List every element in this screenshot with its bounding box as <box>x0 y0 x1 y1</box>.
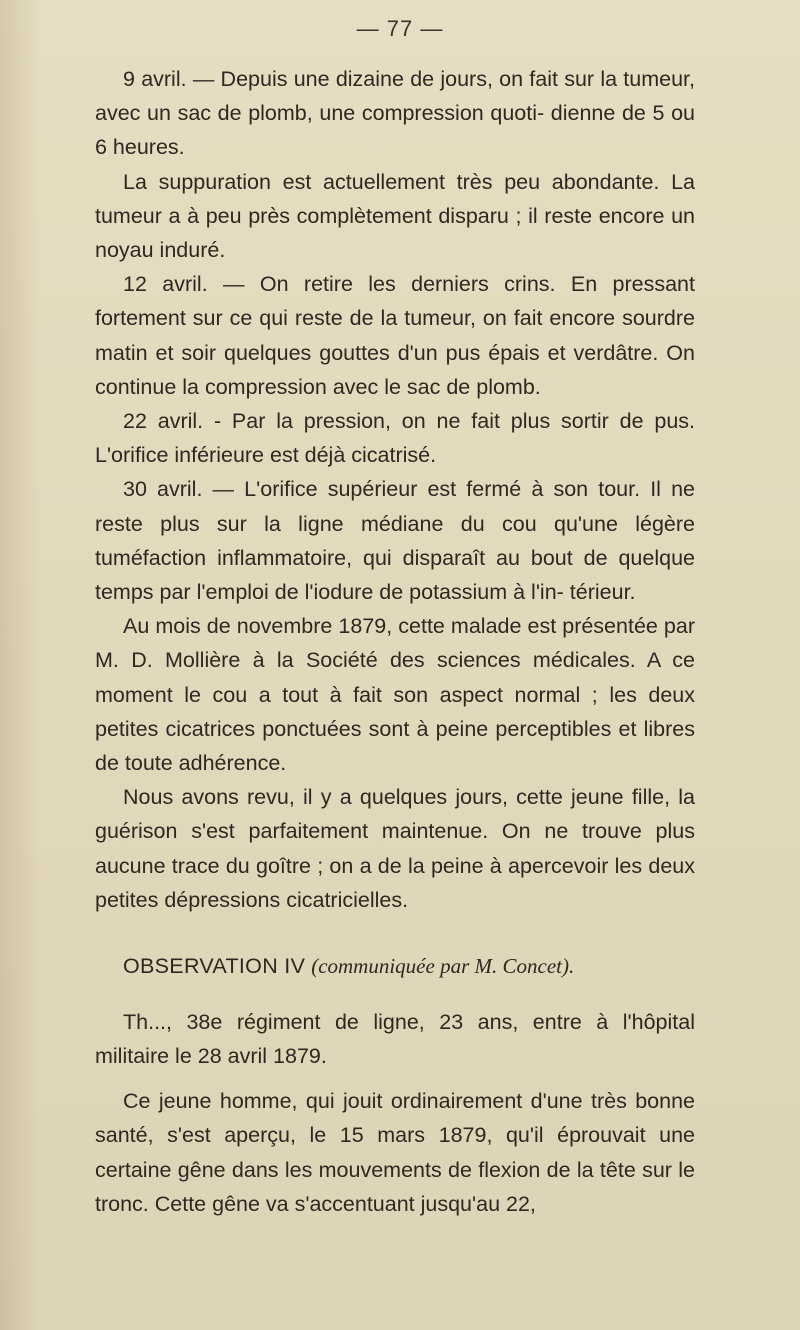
observation-attribution: (communiquée par M. Concet). <box>311 954 575 979</box>
page-body <box>95 62 695 1222</box>
observation-heading <box>95 951 695 981</box>
observation-title: OBSERVATION IV <box>123 954 306 979</box>
paragraph-30-avril: 30 avril. — L'orifice supérieur est fermé à son tour. Il ne reste plus sur la ligne médiane du cou qu'une légère tuméfaction inflammatoire, qui disparaît au bout de quelque temps par l'emploi de l'iodure de potassium à l'in- térieur. <box>95 477 695 605</box>
paragraph-patient-intro: Th..., 38e régiment de ligne, 23 ans, entre à l'hôpital militaire le 28 avril 1879. <box>95 1010 695 1069</box>
paragraph-novembre-1879: Au mois de novembre 1879, cette malade est présentée par M. D. Mollière à la Société des sciences médicales. A ce moment le cou a tout à fait son aspect normal ; les deux petites cicatrices ponctuées sont à peine perceptibles et libres de toute adhérence. <box>95 614 695 776</box>
paragraph-suppuration: La suppuration est actuellement très peu abondante. La tumeur a à peu près complètement disparu ; il reste encore un noyau induré. <box>95 169 695 263</box>
paragraph-revu: Nous avons revu, il y a quelques jours, cette jeune fille, la guérison s'est parfaitement maintenue. On ne trouve plus aucune trace du goître ; on a de la peine à apercevoir les deux petites dépressions cicatricielles. <box>95 785 695 912</box>
paragraph-22-avril: 22 avril. - Par la pression, on ne fait plus sortir de pus. L'orifice inférieure est déjà cicatrisé. <box>95 409 695 468</box>
page-number: — 77 — <box>356 16 444 41</box>
paragraph-9-avril: 9 avril. — Depuis une dizaine de jours, on fait sur la tumeur, avec un sac de plomb, une compression quoti- dienne de 5 ou 6 heures. <box>95 67 695 160</box>
paragraph-patient-history: Ce jeune homme, qui jouit ordinairement d'une très bonne santé, s'est aperçu, le 15 mars 1879, qu'il éprouvait une certaine gêne dans les mouvements de flexion de la tête sur le tronc. Cette gêne va s'accentuant jusqu'au 22, <box>95 1088 695 1217</box>
paragraph-12-avril: 12 avril. — On retire les derniers crins. En pressant fortement sur ce qui reste de la tumeur, on fait encore sourdre matin et soir quelques gouttes d'un pus épais et verdâtre. On continue la compression avec le sac de plomb. <box>95 272 695 399</box>
observation-body <box>95 1005 695 1221</box>
